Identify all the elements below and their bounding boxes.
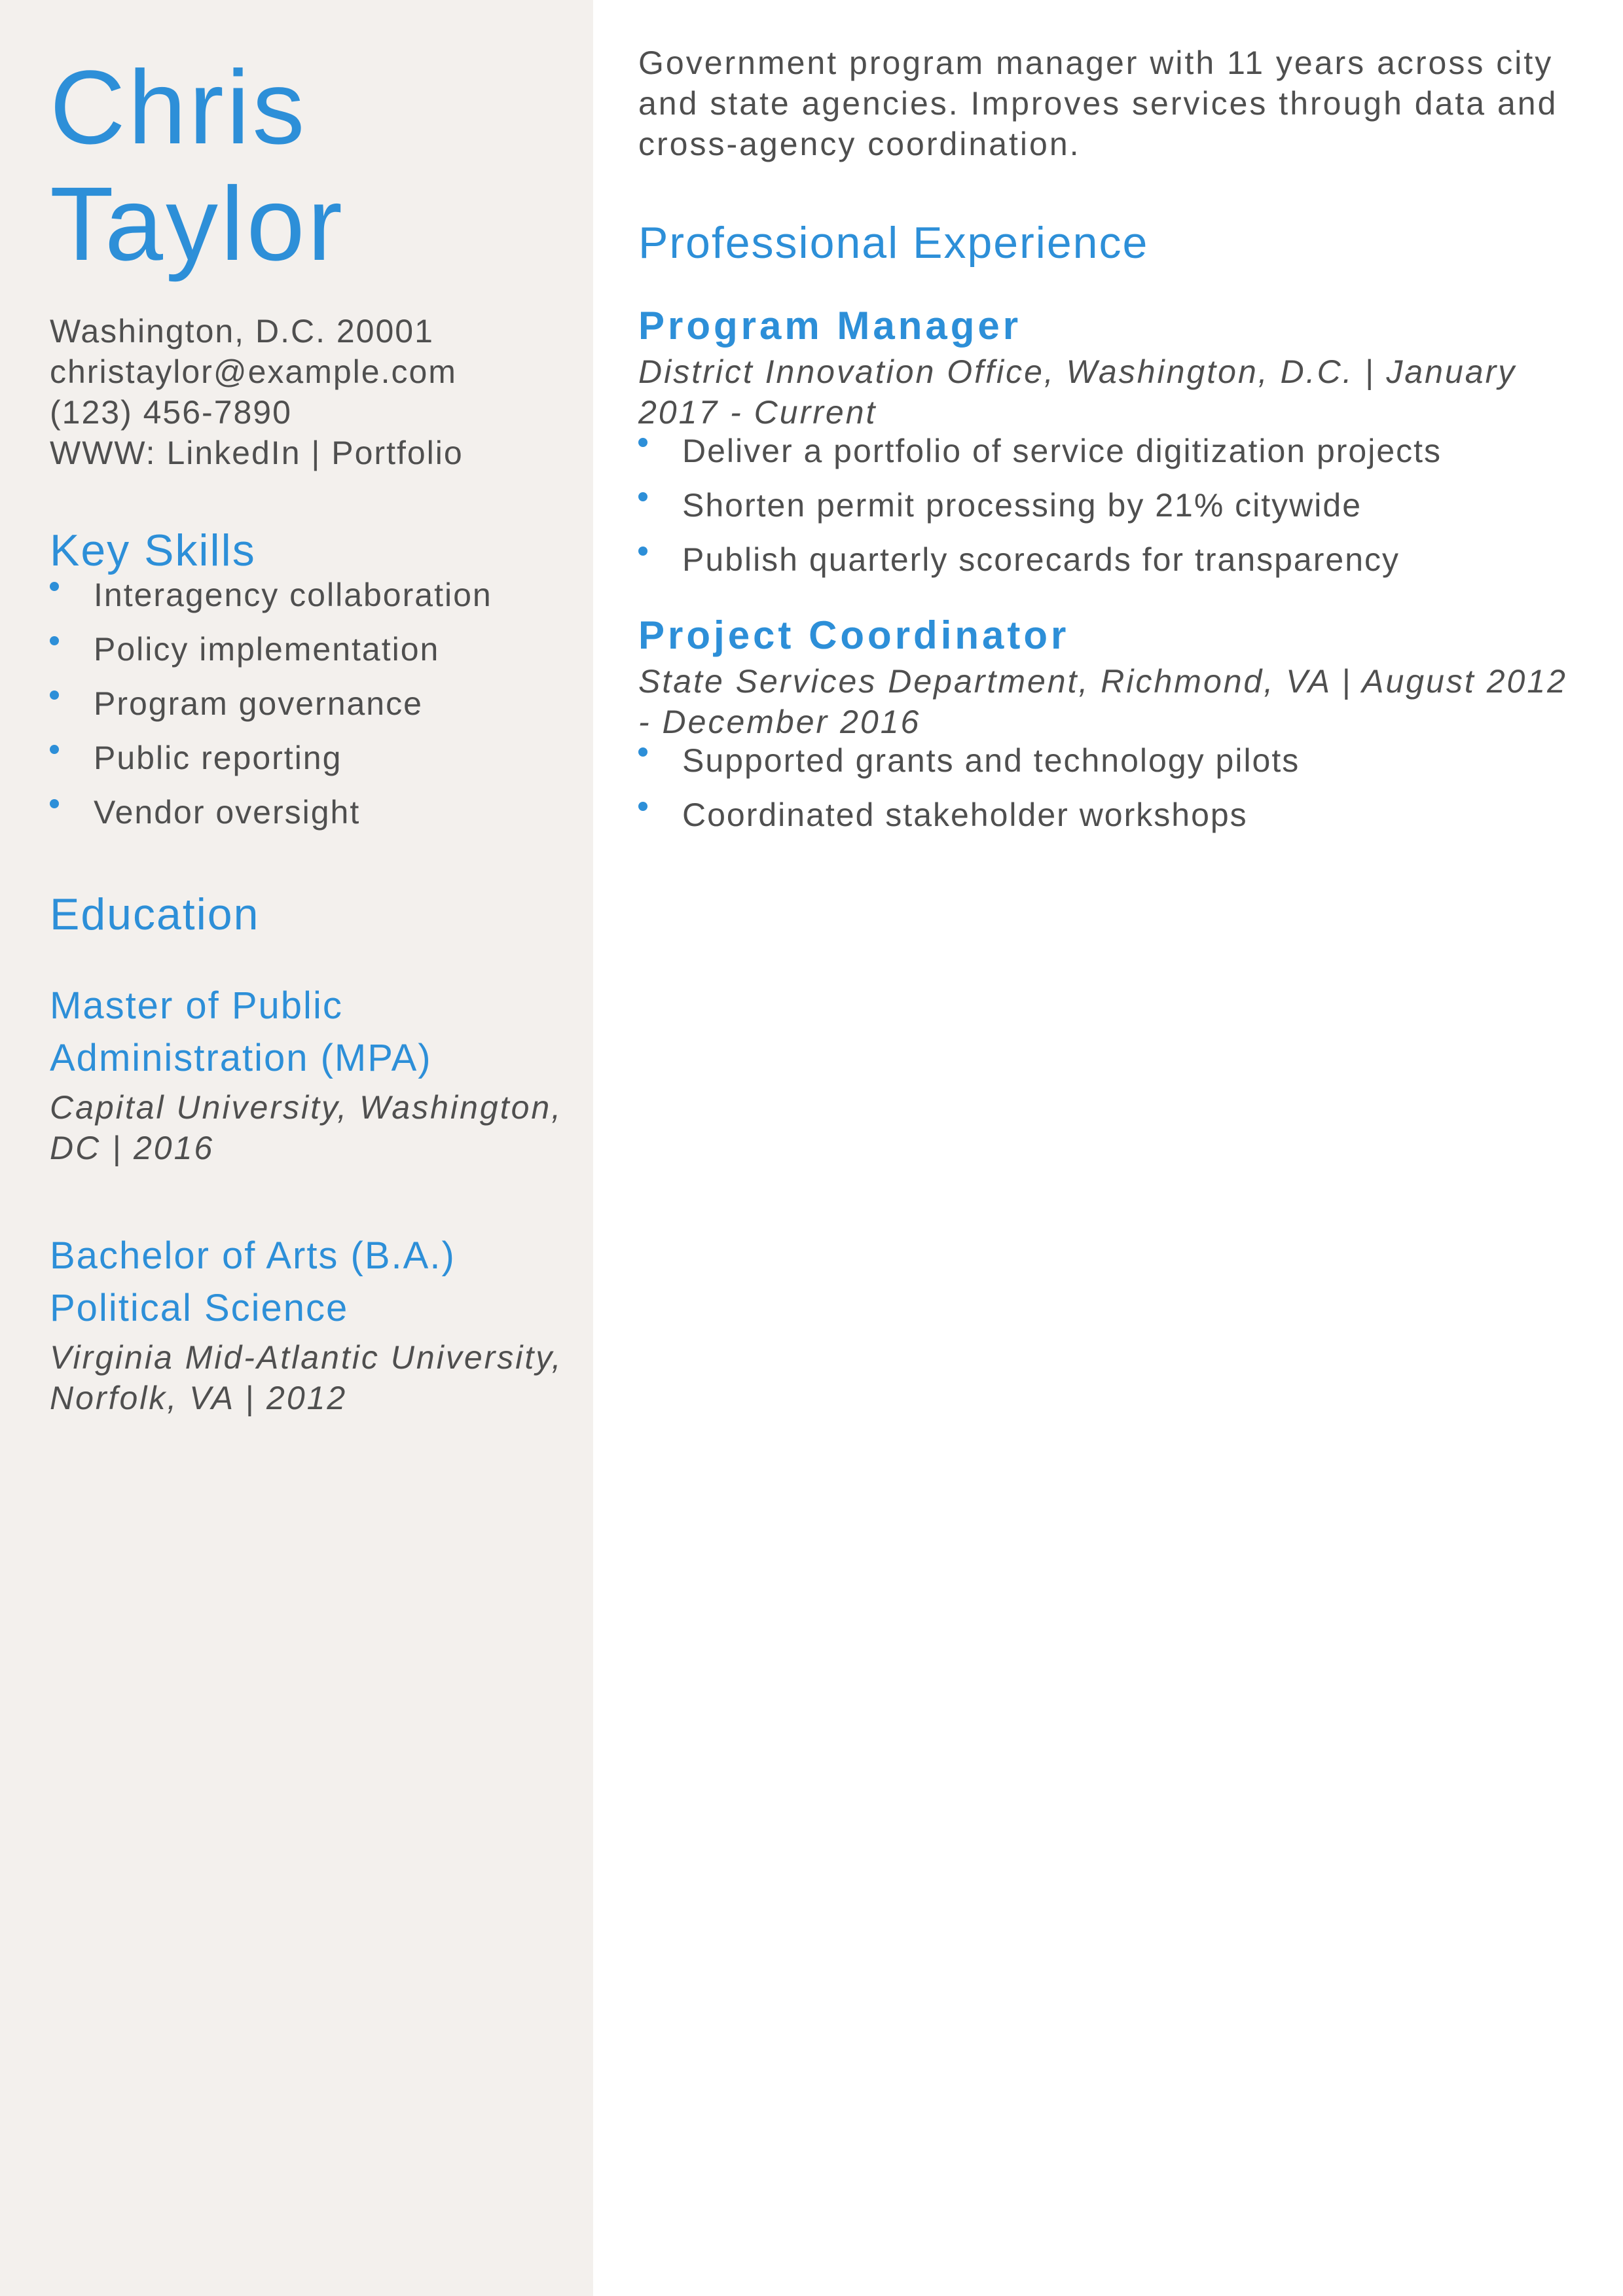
- skills-heading: Key Skills: [50, 526, 256, 575]
- bullet-icon: [50, 691, 59, 700]
- job-bullet-text: Supported grants and technology pilots: [682, 742, 1300, 779]
- school-info: Capital University, Washington, DC | 2016: [50, 1089, 563, 1166]
- job-bullet-text: Shorten permit processing by 21% citywide: [682, 487, 1362, 524]
- contact-phone: (123) 456-7890: [50, 394, 292, 431]
- job-entry: [638, 303, 1580, 578]
- first-name: Chris: [50, 48, 308, 166]
- degree-title: Master of Public Administration (MPA): [50, 984, 432, 1079]
- job-bullet: [638, 541, 1580, 578]
- experience-heading: Professional Experience: [638, 218, 1149, 268]
- skill-item: [50, 740, 567, 776]
- job-meta: State Services Department, Richmond, VA | August 2012 - December 2016: [638, 663, 1567, 740]
- bullet-icon: [638, 547, 647, 556]
- skill-item: [50, 794, 567, 831]
- bullet-icon: [50, 636, 59, 645]
- contact-email[interactable]: christaylor@example.com: [50, 353, 457, 390]
- main-column: [593, 0, 1623, 2296]
- bullet-icon: [638, 438, 647, 447]
- job-bullet-list: [638, 433, 1580, 578]
- education-entry: [50, 980, 567, 1168]
- bullet-icon: [50, 745, 59, 754]
- skill-item: [50, 685, 567, 722]
- skills-list: [50, 577, 567, 831]
- last-name: Taylor: [50, 165, 345, 282]
- contact-block: [50, 311, 567, 473]
- professional-summary: Government program manager with 11 years across city and state agencies. Improves services through data and cross-agency coordination.: [638, 45, 1558, 162]
- education-entry: [50, 1230, 567, 1418]
- job-title: Project Coordinator: [638, 613, 1070, 657]
- candidate-name: [50, 49, 567, 282]
- job-bullet-text: Deliver a portfolio of service digitization projects: [682, 433, 1442, 469]
- school-info: Virginia Mid-Atlantic University, Norfolk, VA | 2012: [50, 1339, 563, 1416]
- sidebar: [0, 0, 593, 2296]
- bullet-icon: [50, 799, 59, 808]
- bullet-icon: [50, 582, 59, 591]
- job-bullet-list: [638, 742, 1580, 833]
- bullet-icon: [638, 802, 647, 811]
- skill-label: Vendor oversight: [94, 794, 361, 831]
- degree-title: Bachelor of Arts (B.A.) Political Science: [50, 1234, 456, 1329]
- skill-label: Public reporting: [94, 740, 342, 776]
- bullet-icon: [638, 747, 647, 757]
- bullet-icon: [638, 492, 647, 501]
- job-bullet: [638, 487, 1580, 524]
- skill-label: Policy implementation: [94, 631, 440, 668]
- skill-item: [50, 631, 567, 668]
- job-bullet-text: Publish quarterly scorecards for transparency: [682, 541, 1400, 578]
- contact-web-links[interactable]: WWW: LinkedIn | Portfolio: [50, 435, 464, 471]
- job-meta: District Innovation Office, Washington, D.C. | January 2017 - Current: [638, 353, 1517, 431]
- job-bullet: [638, 797, 1580, 833]
- contact-address: Washington, D.C. 20001: [50, 313, 434, 350]
- job-title: Program Manager: [638, 304, 1022, 348]
- skill-label: Interagency collaboration: [94, 577, 492, 613]
- job-bullet: [638, 742, 1580, 779]
- job-bullet-text: Coordinated stakeholder workshops: [682, 797, 1248, 833]
- job-bullet: [638, 433, 1580, 469]
- job-entry: [638, 613, 1580, 833]
- skill-label: Program governance: [94, 685, 423, 722]
- education-heading: Education: [50, 889, 260, 939]
- skill-item: [50, 577, 567, 613]
